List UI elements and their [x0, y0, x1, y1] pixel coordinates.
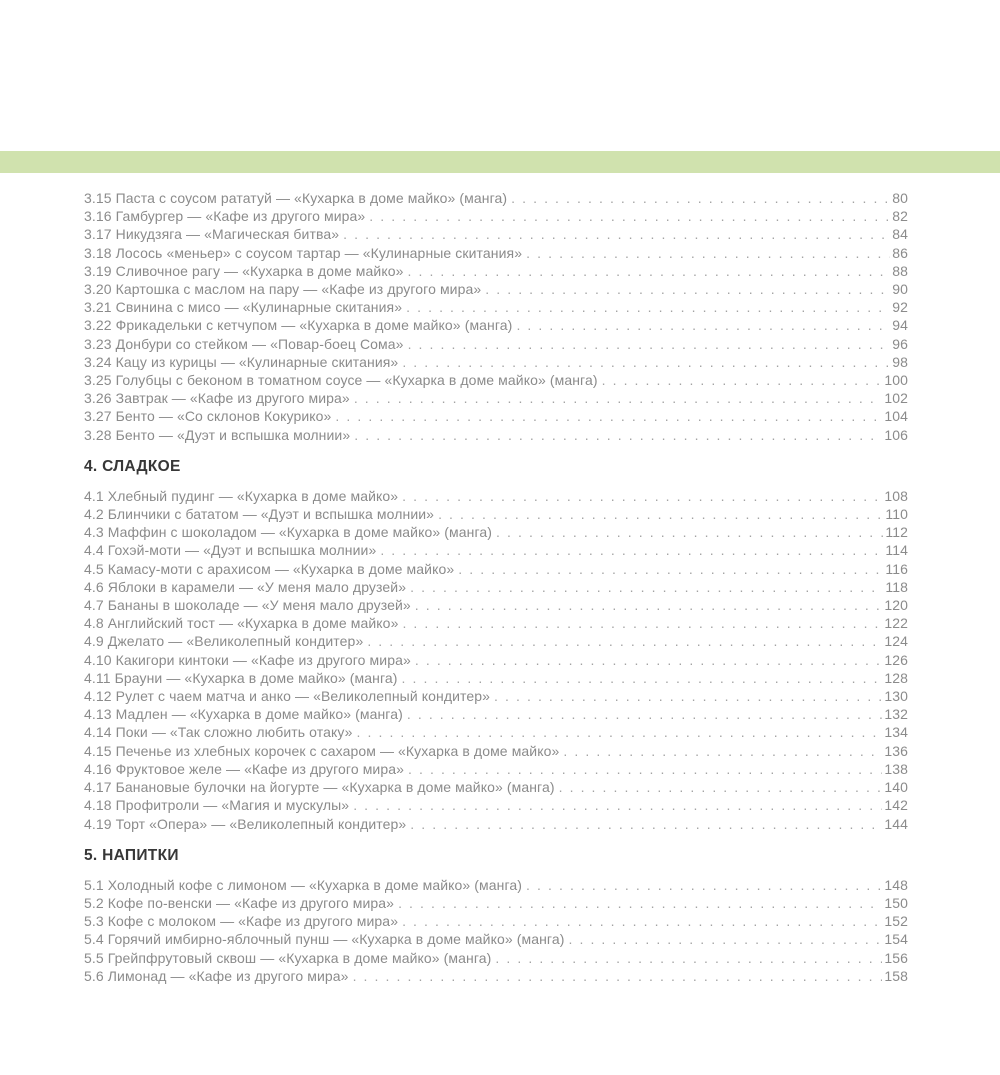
- toc-entry-label: 3.27 Бенто — «Со склонов Кокурико»: [84, 408, 332, 425]
- toc-entry: [84, 353, 908, 371]
- toc-entry-label: 4.18 Профитроли — «Магия и мускулы»: [84, 797, 350, 814]
- dot-leader: [398, 353, 890, 371]
- toc-entry: [84, 760, 908, 778]
- toc-entry: [84, 949, 908, 967]
- toc-entry: [84, 426, 908, 444]
- toc-entry-page: 114: [885, 542, 908, 559]
- toc-section: [84, 846, 908, 985]
- dot-leader: [350, 426, 882, 444]
- toc-entry-label: 4.13 Мадлен — «Кухарка в доме майко» (манга): [84, 706, 403, 723]
- dot-leader: [512, 316, 890, 334]
- toc-entry-page: 110: [885, 506, 908, 523]
- toc-entry-page: 156: [884, 949, 908, 966]
- toc-entry-page: 142: [884, 797, 908, 814]
- toc-entry-label: 3.15 Паста с соусом рататуй — «Кухарка в доме майко» (манга): [84, 190, 508, 206]
- dot-leader: [403, 262, 890, 280]
- toc-entry: [84, 723, 908, 741]
- table-of-contents: [84, 189, 908, 985]
- dot-leader: [349, 796, 882, 814]
- toc-entry: [84, 796, 908, 814]
- toc-entry: [84, 505, 908, 523]
- dot-leader: [398, 487, 882, 505]
- toc-entry: [84, 967, 908, 985]
- toc-entry: [84, 912, 908, 930]
- dot-leader: [564, 930, 882, 948]
- toc-entry-label: 4.14 Поки — «Так сложно любить отаку»: [84, 724, 353, 741]
- dot-leader: [404, 335, 891, 353]
- toc-entry-page: 154: [884, 931, 908, 948]
- toc-entry-page: 122: [884, 615, 908, 632]
- toc-entry: [84, 389, 908, 407]
- dot-leader: [398, 669, 883, 687]
- toc-section: [84, 189, 908, 444]
- toc-entry-label: 4.12 Рулет с чаем матча и анко — «Великолепный кондитер»: [84, 688, 491, 705]
- toc-entry-label: 4.8 Английский тост — «Кухарка в доме майко»: [84, 615, 399, 632]
- toc-entry-label: 3.17 Никудзяга — «Магическая битва»: [84, 226, 340, 243]
- toc-entry: [84, 541, 908, 559]
- dot-leader: [363, 632, 882, 650]
- toc-entry-page: 128: [884, 669, 908, 686]
- toc-entry-page: 118: [885, 578, 908, 595]
- toc-entry-page: 80: [892, 190, 908, 206]
- toc-entry-label: 4.15 Печенье из хлебных корочек с сахаром — «Кухарка в доме майко»: [84, 742, 560, 759]
- dot-leader: [559, 742, 882, 760]
- toc-entry-label: 4.5 Камасу-моти с арахисом — «Кухарка в доме майко»: [84, 560, 455, 577]
- toc-entry-page: 100: [884, 372, 908, 389]
- toc-entry-page: 136: [884, 742, 908, 759]
- toc-entry-page: 104: [884, 408, 908, 425]
- dot-leader: [398, 912, 882, 930]
- toc-entry-label: 3.24 Кацу из курицы — «Кулинарные скитания»: [84, 353, 399, 370]
- toc-entry-page: 102: [884, 390, 908, 407]
- toc-entry-page: 144: [884, 815, 908, 832]
- toc-entry-label: 3.18 Лосось «меньер» с соусом тартар — «Кулинарные скитания»: [84, 244, 523, 261]
- toc-entry-label: 3.22 Фрикадельки с кетчупом — «Кухарка в доме майко» (манга): [84, 317, 513, 334]
- toc-entry-label: 4.2 Блинчики с бататом — «Дуэт и вспышка молнии»: [84, 506, 435, 523]
- toc-section: [84, 457, 908, 833]
- toc-entry: [84, 614, 908, 632]
- toc-entry-label: 5.6 Лимонад — «Кафе из другого мира»: [84, 967, 349, 984]
- section-heading: 5. НАПИТКИ: [84, 846, 179, 864]
- toc-entry: [84, 335, 908, 353]
- toc-entry-page: 108: [884, 487, 908, 504]
- toc-entry-label: 4.6 Яблоки в карамели — «У меня мало друзей»: [84, 578, 407, 595]
- toc-entry: [84, 705, 908, 723]
- toc-entry: [84, 207, 908, 225]
- toc-entry: [84, 262, 908, 280]
- dot-leader: [454, 560, 883, 578]
- dot-leader: [492, 523, 883, 541]
- toc-entry-page: 82: [892, 208, 908, 225]
- dot-leader: [481, 280, 890, 298]
- toc-entry: [84, 298, 908, 316]
- toc-entry-page: 148: [884, 876, 908, 893]
- toc-entry-label: 3.28 Бенто — «Дуэт и вспышка молнии»: [84, 426, 351, 443]
- dot-leader: [522, 876, 882, 894]
- toc-entry: [84, 778, 908, 796]
- dot-leader: [555, 778, 883, 796]
- toc-entry-label: 3.26 Завтрак — «Кафе из другого мира»: [84, 390, 350, 407]
- toc-entry-label: 3.23 Донбури со стейком — «Повар-боец Сома»: [84, 335, 404, 352]
- toc-entry-page: 158: [884, 967, 908, 984]
- dot-leader: [349, 967, 883, 985]
- toc-entry: [84, 815, 908, 833]
- dot-leader: [507, 189, 890, 207]
- toc-entry-page: 126: [884, 651, 908, 668]
- toc-entry-page: 116: [885, 560, 908, 577]
- toc-entry: [84, 316, 908, 334]
- toc-entry-label: 4.17 Банановые булочки на йогурте — «Кухарка в доме майко» (манга): [84, 779, 555, 796]
- toc-entry: [84, 523, 908, 541]
- toc-entry-label: 3.21 Свинина с мисо — «Кулинарные скитания»: [84, 299, 403, 316]
- toc-entry-page: 140: [884, 779, 908, 796]
- toc-entry-page: 132: [884, 706, 908, 723]
- toc-entry-label: 4.7 Бананы в шоколаде — «У меня мало друзей»: [84, 597, 411, 614]
- toc-entry: [84, 244, 908, 262]
- toc-entry: [84, 371, 908, 389]
- toc-entry-page: 130: [884, 688, 908, 705]
- dot-leader: [331, 407, 882, 425]
- dot-leader: [491, 949, 882, 967]
- toc-entry-page: 96: [892, 335, 908, 352]
- toc-entry: [84, 487, 908, 505]
- dot-leader: [339, 225, 890, 243]
- dot-leader: [406, 578, 883, 596]
- toc-entry: [84, 742, 908, 760]
- dot-leader: [402, 298, 890, 316]
- dot-leader: [403, 705, 882, 723]
- toc-entry: [84, 669, 908, 687]
- toc-entry-page: 94: [892, 317, 908, 334]
- toc-entry-label: 5.2 Кофе по-венски — «Кафе из другого мира»: [84, 894, 395, 911]
- toc-entry-page: 112: [885, 524, 908, 541]
- toc-entry-page: 90: [892, 281, 908, 298]
- dot-leader: [411, 651, 882, 669]
- toc-entry-page: 134: [884, 724, 908, 741]
- dot-leader: [404, 760, 882, 778]
- toc-entry: [84, 651, 908, 669]
- toc-entry-label: 5.1 Холодный кофе с лимоном — «Кухарка в доме майко» (манга): [84, 876, 523, 893]
- dot-leader: [398, 614, 882, 632]
- toc-entry-label: 4.16 Фруктовое желе — «Кафе из другого мира»: [84, 760, 405, 777]
- toc-entry-page: 84: [892, 226, 908, 243]
- toc-entry: [84, 578, 908, 596]
- toc-entry: [84, 189, 908, 207]
- toc-entry-label: 4.9 Джелато — «Великолепный кондитер»: [84, 633, 364, 650]
- dot-leader: [394, 894, 882, 912]
- toc-entry-label: 3.19 Сливочное рагу — «Кухарка в доме майко»: [84, 262, 404, 279]
- toc-entry-page: 92: [892, 299, 908, 316]
- toc-entry-label: 4.3 Маффин с шоколадом — «Кухарка в доме майко» (манга): [84, 524, 492, 541]
- toc-entry-label: 5.5 Грейпфрутовый сквош — «Кухарка в доме майко» (манга): [84, 949, 492, 966]
- dot-leader: [350, 389, 883, 407]
- toc-entry-label: 5.4 Горячий имбирно-яблочный пунш — «Кухарка в доме майко» (манга): [84, 931, 565, 948]
- toc-entry-label: 3.20 Картошка с маслом на пару — «Кафе из другого мира»: [84, 281, 482, 298]
- toc-entry-page: 86: [892, 244, 908, 261]
- toc-entry-label: 4.11 Брауни — «Кухарка в доме майко» (манга): [84, 669, 398, 686]
- dot-leader: [490, 687, 882, 705]
- toc-entry-label: 5.3 Кофе с молоком — «Кафе из другого мира»: [84, 913, 399, 930]
- toc-entry-page: 152: [884, 913, 908, 930]
- toc-entry-page: 120: [884, 597, 908, 614]
- dot-leader: [598, 371, 883, 389]
- dot-leader: [522, 244, 890, 262]
- toc-entry-label: 3.25 Голубцы с беконом в томатном соусе — «Кухарка в доме майко» (манга): [84, 372, 598, 389]
- toc-entry-label: 4.4 Гохэй-моти — «Дуэт и вспышка молнии»: [84, 542, 377, 559]
- toc-entry-page: 88: [892, 262, 908, 279]
- dot-leader: [434, 505, 883, 523]
- section-heading: 4. СЛАДКОЕ: [84, 457, 181, 475]
- toc-entry: [84, 280, 908, 298]
- toc-entry-label: 3.16 Гамбургер — «Кафе из другого мира»: [84, 208, 366, 225]
- toc-entry: [84, 225, 908, 243]
- toc-entry: [84, 632, 908, 650]
- dot-leader: [406, 815, 882, 833]
- toc-entry: [84, 894, 908, 912]
- toc-entry-page: 150: [884, 894, 908, 911]
- toc-entry: [84, 687, 908, 705]
- toc-entry: [84, 876, 908, 894]
- toc-entry-page: 98: [892, 353, 908, 370]
- toc-entry: [84, 407, 908, 425]
- toc-entry-label: 4.19 Торт «Опера» — «Великолепный кондитер»: [84, 815, 407, 832]
- dot-leader: [376, 541, 883, 559]
- toc-entry: [84, 930, 908, 948]
- dot-leader: [411, 596, 883, 614]
- green-accent-bar: [0, 151, 1000, 173]
- toc-entry-page: 106: [884, 426, 908, 443]
- toc-entry-label: 4.1 Хлебный пудинг — «Кухарка в доме майко»: [84, 487, 399, 504]
- dot-leader: [353, 723, 883, 741]
- toc-entry-page: 138: [884, 760, 908, 777]
- toc-entry-label: 4.10 Какигори кинтоки — «Кафе из другого мира»: [84, 651, 411, 668]
- toc-entry: [84, 560, 908, 578]
- toc-entry: [84, 596, 908, 614]
- toc-entry-page: 124: [884, 633, 908, 650]
- dot-leader: [365, 207, 890, 225]
